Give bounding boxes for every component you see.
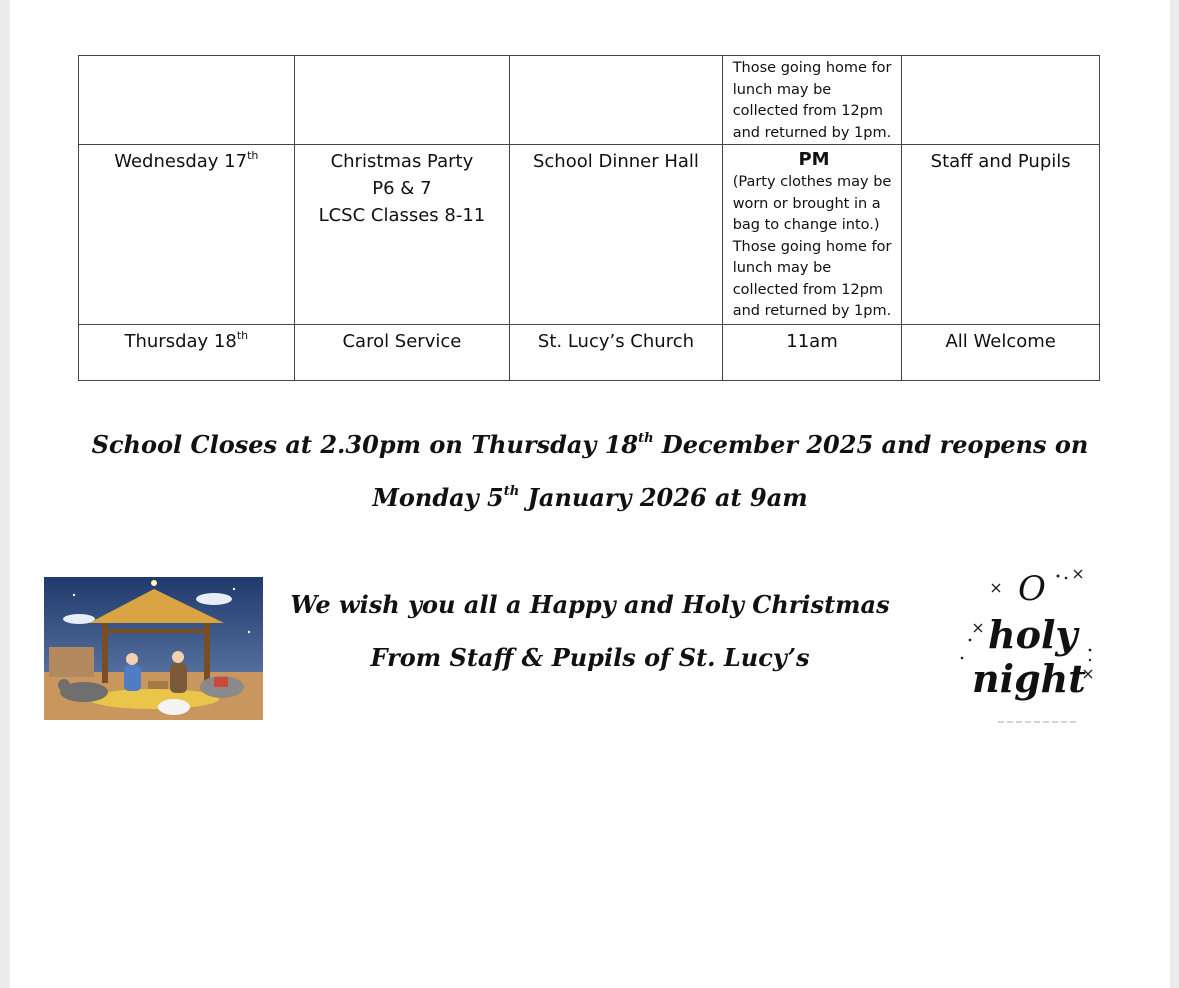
notes-line: bag to change into.) — [732, 217, 880, 233]
notes-line: worn or brought in a — [732, 195, 881, 212]
closing-text: School Closes at 2.30pm on Thursday 18 — [91, 430, 639, 459]
event-line: LCSC Classes 8-11 — [318, 205, 486, 226]
ordinal-suffix: th — [503, 484, 520, 499]
notes-cell — [722, 145, 902, 325]
o-holy-night-image — [948, 562, 1098, 727]
table-row — [79, 56, 1100, 145]
notes-line: Those going home for — [732, 60, 892, 76]
schedule-table — [78, 55, 1100, 381]
nativity-image — [44, 577, 263, 720]
day-suffix: th — [247, 149, 259, 162]
who-cell — [902, 56, 1100, 145]
notes-line: lunch may be — [732, 81, 832, 98]
notes-line: collected from 12pm — [732, 103, 884, 119]
document-page — [10, 0, 1170, 988]
event-cell — [294, 56, 510, 145]
day-text: Wednesday 17 — [114, 151, 248, 172]
notes-line: and returned by 1pm. — [732, 303, 892, 319]
event-line: P6 & 7 — [372, 178, 432, 199]
lettering-night: night — [972, 656, 1086, 701]
closing-text: December 2025 and reopens on — [653, 430, 1089, 459]
location-cell — [510, 56, 723, 145]
time-label: PM — [798, 149, 830, 170]
day-suffix: th — [236, 329, 249, 342]
table-row — [79, 145, 1100, 325]
lettering-holy: holy — [988, 612, 1078, 657]
greeting-line1: We wish you all a Happy and Holy Christmas — [290, 590, 890, 619]
event-cell — [294, 145, 510, 325]
notes-line: and returned by 1pm. — [732, 124, 892, 141]
day-cell — [79, 56, 295, 145]
closing-text: Monday 5 — [372, 483, 504, 512]
location-cell: St. Lucy’s Church — [510, 325, 723, 381]
lettering-o: O — [1018, 569, 1046, 609]
closing-notice-line2 — [10, 483, 1170, 512]
notes-line: collected from 12pm — [732, 281, 884, 298]
notes-line: lunch may be — [732, 260, 832, 276]
notes-line: (Party clothes may be — [732, 174, 892, 190]
closing-text: January 2026 at 9am — [519, 483, 808, 512]
table-row — [79, 325, 1100, 381]
notes-cell — [722, 56, 902, 145]
day-cell — [79, 325, 295, 381]
time-cell: 11am — [722, 325, 902, 381]
notes-line: Those going home for — [732, 238, 892, 255]
who-cell: Staff and Pupils — [902, 145, 1100, 325]
event-cell: Carol Service — [294, 325, 510, 381]
greeting-line2: From Staff & Pupils of St. Lucy’s — [370, 643, 810, 672]
day-cell — [79, 145, 295, 325]
who-cell: All Welcome — [902, 325, 1100, 381]
closing-notice-line1 — [10, 430, 1170, 459]
location-cell: School Dinner Hall — [510, 145, 723, 325]
ordinal-suffix: th — [638, 431, 654, 446]
event-line: Christmas Party — [330, 151, 474, 172]
day-text: Thursday 18 — [124, 331, 237, 352]
